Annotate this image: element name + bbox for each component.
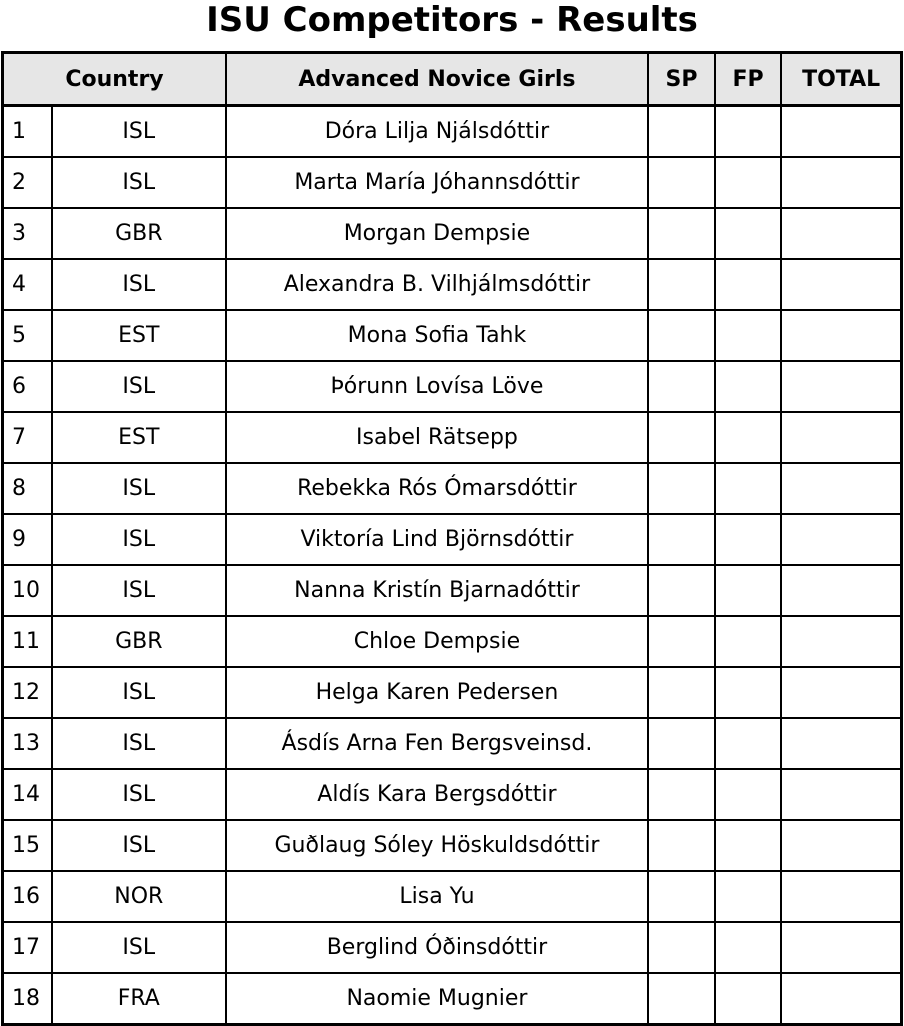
row-total-score [781, 106, 901, 158]
row-fp-score [715, 667, 781, 718]
row-country: ISL [52, 820, 226, 871]
row-country: EST [52, 310, 226, 361]
row-number: 13 [3, 718, 52, 769]
row-competitor-name: Isabel Rätsepp [226, 412, 648, 463]
row-sp-score [648, 922, 715, 973]
row-number: 5 [3, 310, 52, 361]
row-fp-score [715, 922, 781, 973]
table-row [3, 565, 902, 616]
table-row [3, 616, 902, 667]
table-row [3, 871, 902, 922]
row-fp-score [715, 871, 781, 922]
row-sp-score [648, 208, 715, 259]
row-fp-score [715, 208, 781, 259]
row-number: 17 [3, 922, 52, 973]
row-country: ISL [52, 718, 226, 769]
row-total-score [781, 616, 901, 667]
row-fp-score [715, 106, 781, 158]
row-fp-score [715, 616, 781, 667]
row-number: 4 [3, 259, 52, 310]
row-competitor-name: Morgan Dempsie [226, 208, 648, 259]
row-sp-score [648, 259, 715, 310]
row-sp-score [648, 157, 715, 208]
row-sp-score [648, 718, 715, 769]
row-total-score [781, 208, 901, 259]
row-competitor-name: Mona Sofia Tahk [226, 310, 648, 361]
table-row [3, 973, 902, 1025]
row-country: ISL [52, 667, 226, 718]
table-row [3, 361, 902, 412]
row-country: EST [52, 412, 226, 463]
row-fp-score [715, 259, 781, 310]
table-row [3, 106, 902, 158]
row-competitor-name: Alexandra B. Vilhjálmsdóttir [226, 259, 648, 310]
row-fp-score [715, 310, 781, 361]
row-competitor-name: Helga Karen Pedersen [226, 667, 648, 718]
table-row [3, 718, 902, 769]
row-number: 6 [3, 361, 52, 412]
row-sp-score [648, 616, 715, 667]
row-fp-score [715, 514, 781, 565]
row-total-score [781, 973, 901, 1025]
row-country: ISL [52, 769, 226, 820]
row-number: 12 [3, 667, 52, 718]
row-competitor-name: Viktoría Lind Björnsdóttir [226, 514, 648, 565]
row-number: 10 [3, 565, 52, 616]
row-sp-score [648, 361, 715, 412]
row-number: 16 [3, 871, 52, 922]
row-country: ISL [52, 361, 226, 412]
row-number: 7 [3, 412, 52, 463]
row-sp-score [648, 667, 715, 718]
row-sp-score [648, 565, 715, 616]
row-country: NOR [52, 871, 226, 922]
column-header-category: Advanced Novice Girls [226, 53, 648, 106]
column-header-country: Country [3, 53, 226, 106]
row-total-score [781, 718, 901, 769]
row-total-score [781, 412, 901, 463]
table-header-row [3, 53, 902, 106]
row-competitor-name: Aldís Kara Bergsdóttir [226, 769, 648, 820]
table-row [3, 514, 902, 565]
row-sp-score [648, 871, 715, 922]
row-total-score [781, 667, 901, 718]
row-fp-score [715, 412, 781, 463]
row-sp-score [648, 106, 715, 158]
row-total-score [781, 922, 901, 973]
row-fp-score [715, 718, 781, 769]
row-competitor-name: Berglind Óðinsdóttir [226, 922, 648, 973]
row-total-score [781, 361, 901, 412]
row-total-score [781, 871, 901, 922]
row-number: 3 [3, 208, 52, 259]
row-fp-score [715, 820, 781, 871]
row-number: 1 [3, 106, 52, 158]
page-title: ISU Competitors - Results [206, 0, 698, 40]
table-row [3, 412, 902, 463]
row-sp-score [648, 412, 715, 463]
row-country: ISL [52, 106, 226, 158]
results-table [1, 51, 903, 1026]
row-competitor-name: Naomie Mugnier [226, 973, 648, 1025]
row-total-score [781, 259, 901, 310]
row-sp-score [648, 769, 715, 820]
row-total-score [781, 565, 901, 616]
row-fp-score [715, 157, 781, 208]
row-sp-score [648, 514, 715, 565]
row-country: ISL [52, 463, 226, 514]
row-country: GBR [52, 616, 226, 667]
results-body [3, 106, 902, 1025]
column-header-sp: SP [648, 53, 715, 106]
row-number: 8 [3, 463, 52, 514]
row-competitor-name: Ásdís Arna Fen Bergsveinsd. [226, 718, 648, 769]
row-competitor-name: Rebekka Rós Ómarsdóttir [226, 463, 648, 514]
row-competitor-name: Nanna Kristín Bjarnadóttir [226, 565, 648, 616]
row-country: GBR [52, 208, 226, 259]
row-fp-score [715, 565, 781, 616]
row-number: 18 [3, 973, 52, 1025]
row-fp-score [715, 361, 781, 412]
row-total-score [781, 769, 901, 820]
row-number: 11 [3, 616, 52, 667]
row-country: ISL [52, 259, 226, 310]
column-header-fp: FP [715, 53, 781, 106]
row-number: 9 [3, 514, 52, 565]
row-country: ISL [52, 565, 226, 616]
row-fp-score [715, 769, 781, 820]
row-number: 14 [3, 769, 52, 820]
table-row [3, 667, 902, 718]
row-total-score [781, 820, 901, 871]
table-row [3, 208, 902, 259]
row-country: ISL [52, 157, 226, 208]
row-sp-score [648, 820, 715, 871]
row-total-score [781, 463, 901, 514]
row-country: FRA [52, 973, 226, 1025]
row-total-score [781, 310, 901, 361]
row-number: 15 [3, 820, 52, 871]
row-competitor-name: Dóra Lilja Njálsdóttir [226, 106, 648, 158]
row-country: ISL [52, 514, 226, 565]
row-competitor-name: Chloe Dempsie [226, 616, 648, 667]
column-header-total: TOTAL [781, 53, 901, 106]
row-fp-score [715, 463, 781, 514]
row-fp-score [715, 973, 781, 1025]
row-number: 2 [3, 157, 52, 208]
row-total-score [781, 514, 901, 565]
row-total-score [781, 157, 901, 208]
table-row [3, 769, 902, 820]
row-competitor-name: Lisa Yu [226, 871, 648, 922]
table-row [3, 157, 902, 208]
table-row [3, 820, 902, 871]
row-competitor-name: Guðlaug Sóley Höskuldsdóttir [226, 820, 648, 871]
row-competitor-name: Marta María Jóhannsdóttir [226, 157, 648, 208]
table-row [3, 310, 902, 361]
row-competitor-name: Þórunn Lovísa Löve [226, 361, 648, 412]
row-sp-score [648, 973, 715, 1025]
row-country: ISL [52, 922, 226, 973]
row-sp-score [648, 310, 715, 361]
table-row [3, 922, 902, 973]
table-row [3, 259, 902, 310]
row-sp-score [648, 463, 715, 514]
table-row [3, 463, 902, 514]
